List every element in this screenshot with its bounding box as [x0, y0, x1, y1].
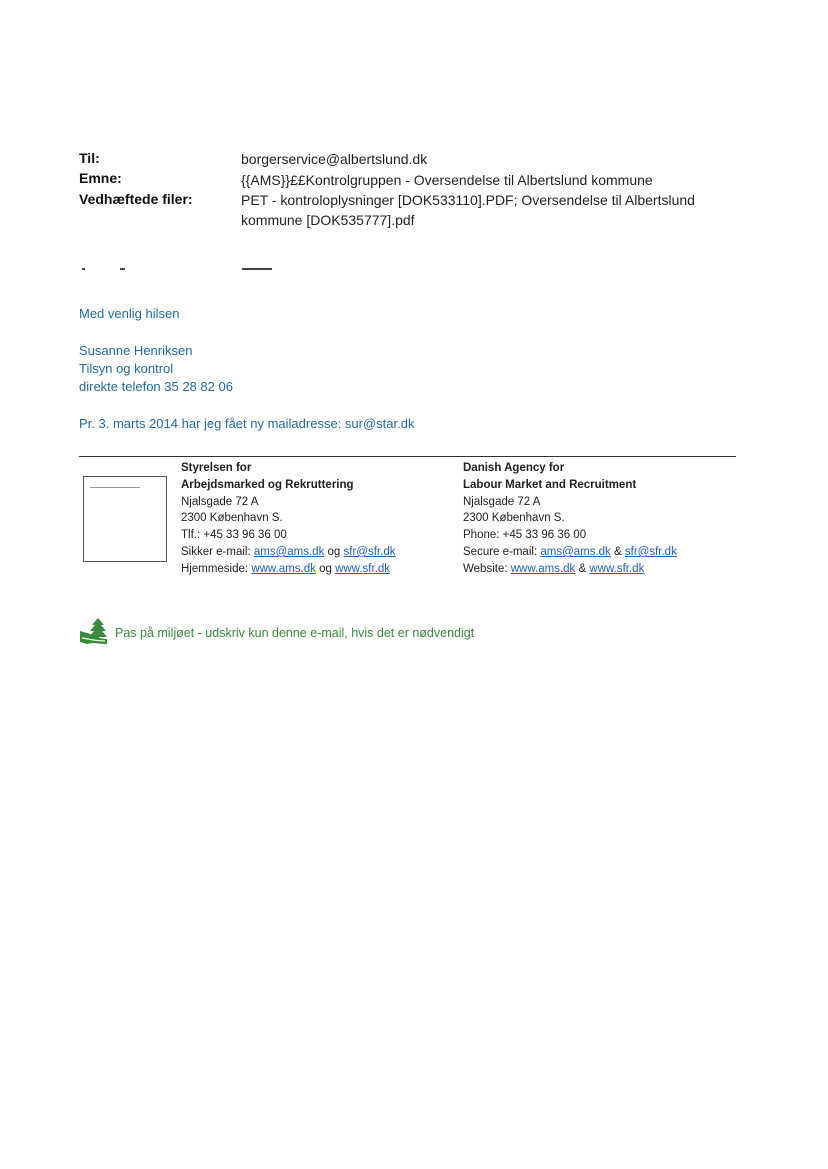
- sig-dk-connector: og: [327, 545, 341, 558]
- attachments-label: Vedhæftede filer:: [79, 191, 193, 207]
- attachments-value: PET - kontroloplysninger [DOK533110].PDF; Oversendelse til Albertslund kommune [DOK535777].pdf: [241, 192, 695, 228]
- sender-name: Susanne Henriksen: [79, 343, 193, 358]
- subject-label: Emne:: [79, 170, 122, 186]
- subject-value: {{AMS}}££Kontrolgruppen - Oversendelse til Albertslund kommune: [241, 172, 653, 188]
- sig-dk-line1: Styrelsen for: [181, 462, 252, 474]
- sig-dk-phone: Tlf.: +45 33 96 36 00: [181, 529, 287, 542]
- sig-dk-secure-label: Sikker e-mail:: [181, 545, 251, 558]
- scan-mark: [82, 268, 85, 270]
- sig-dk-web-ams-link[interactable]: www.ams.dk: [251, 562, 316, 575]
- scan-mark: [242, 268, 272, 270]
- sig-dk-city: 2300 København S.: [181, 512, 283, 525]
- environment-text: Pas på miljøet - udskriv kun denne e-mail, hvis det er nødvendigt: [115, 626, 475, 640]
- sig-en-connector: &: [614, 545, 622, 558]
- sig-dk-web-sfr-link[interactable]: www.sfr.dk: [335, 562, 391, 575]
- environment-notice: [79, 619, 474, 647]
- email-change-notice: Pr. 3. marts 2014 har jeg fået ny mailadresse: sur@star.dk: [79, 416, 415, 431]
- scan-mark: [120, 268, 125, 270]
- sig-en-connector: &: [578, 562, 587, 575]
- tree-icon: [79, 617, 109, 650]
- sig-en-street: Njalsgade 72 A: [463, 495, 541, 508]
- sig-en-line2: Labour Market and Recruitment: [463, 478, 637, 491]
- signature-divider: [79, 456, 736, 457]
- to-value: borgerservice@albertslund.dk: [241, 151, 428, 167]
- sig-en-secure-label: Secure e-mail:: [463, 545, 538, 558]
- sig-dk-email-sfr-link[interactable]: sfr@sfr.dk: [343, 545, 396, 558]
- sig-en-phone: Phone: +45 33 96 36 00: [463, 529, 587, 542]
- greeting: Med venlig hilsen: [79, 306, 180, 321]
- signature-english: [463, 460, 677, 578]
- sig-en-email-sfr-link[interactable]: sfr@sfr.dk: [624, 545, 677, 558]
- sender-phone: direkte telefon 35 28 82 06: [79, 379, 233, 394]
- sig-dk-website-row: [181, 561, 395, 578]
- sig-en-web-label: Website:: [463, 562, 508, 575]
- sig-dk-line2: Arbejdsmarked og Rekruttering: [181, 478, 354, 491]
- sig-dk-email-ams-link[interactable]: ams@ams.dk: [253, 545, 325, 558]
- sig-dk-web-label: Hjemmeside:: [181, 562, 249, 575]
- sender-department: Tilsyn og kontrol: [79, 361, 174, 376]
- sig-dk-secure-email-row: [181, 544, 395, 561]
- sig-en-web-ams-link[interactable]: www.ams.dk: [510, 562, 576, 575]
- sig-dk-connector: og: [319, 562, 332, 575]
- agency-logo: [83, 476, 167, 562]
- sig-en-city: 2300 København S.: [463, 512, 565, 525]
- to-label: Til:: [79, 150, 100, 166]
- signature-danish: [181, 460, 395, 578]
- sig-en-line1: Danish Agency for: [463, 462, 565, 474]
- sig-dk-street: Njalsgade 72 A: [181, 495, 259, 508]
- sig-en-web-sfr-link[interactable]: www.sfr.dk: [589, 562, 645, 575]
- sig-en-website-row: [463, 561, 677, 578]
- sig-en-secure-email-row: [463, 544, 677, 561]
- sig-en-email-ams-link[interactable]: ams@ams.dk: [540, 545, 611, 558]
